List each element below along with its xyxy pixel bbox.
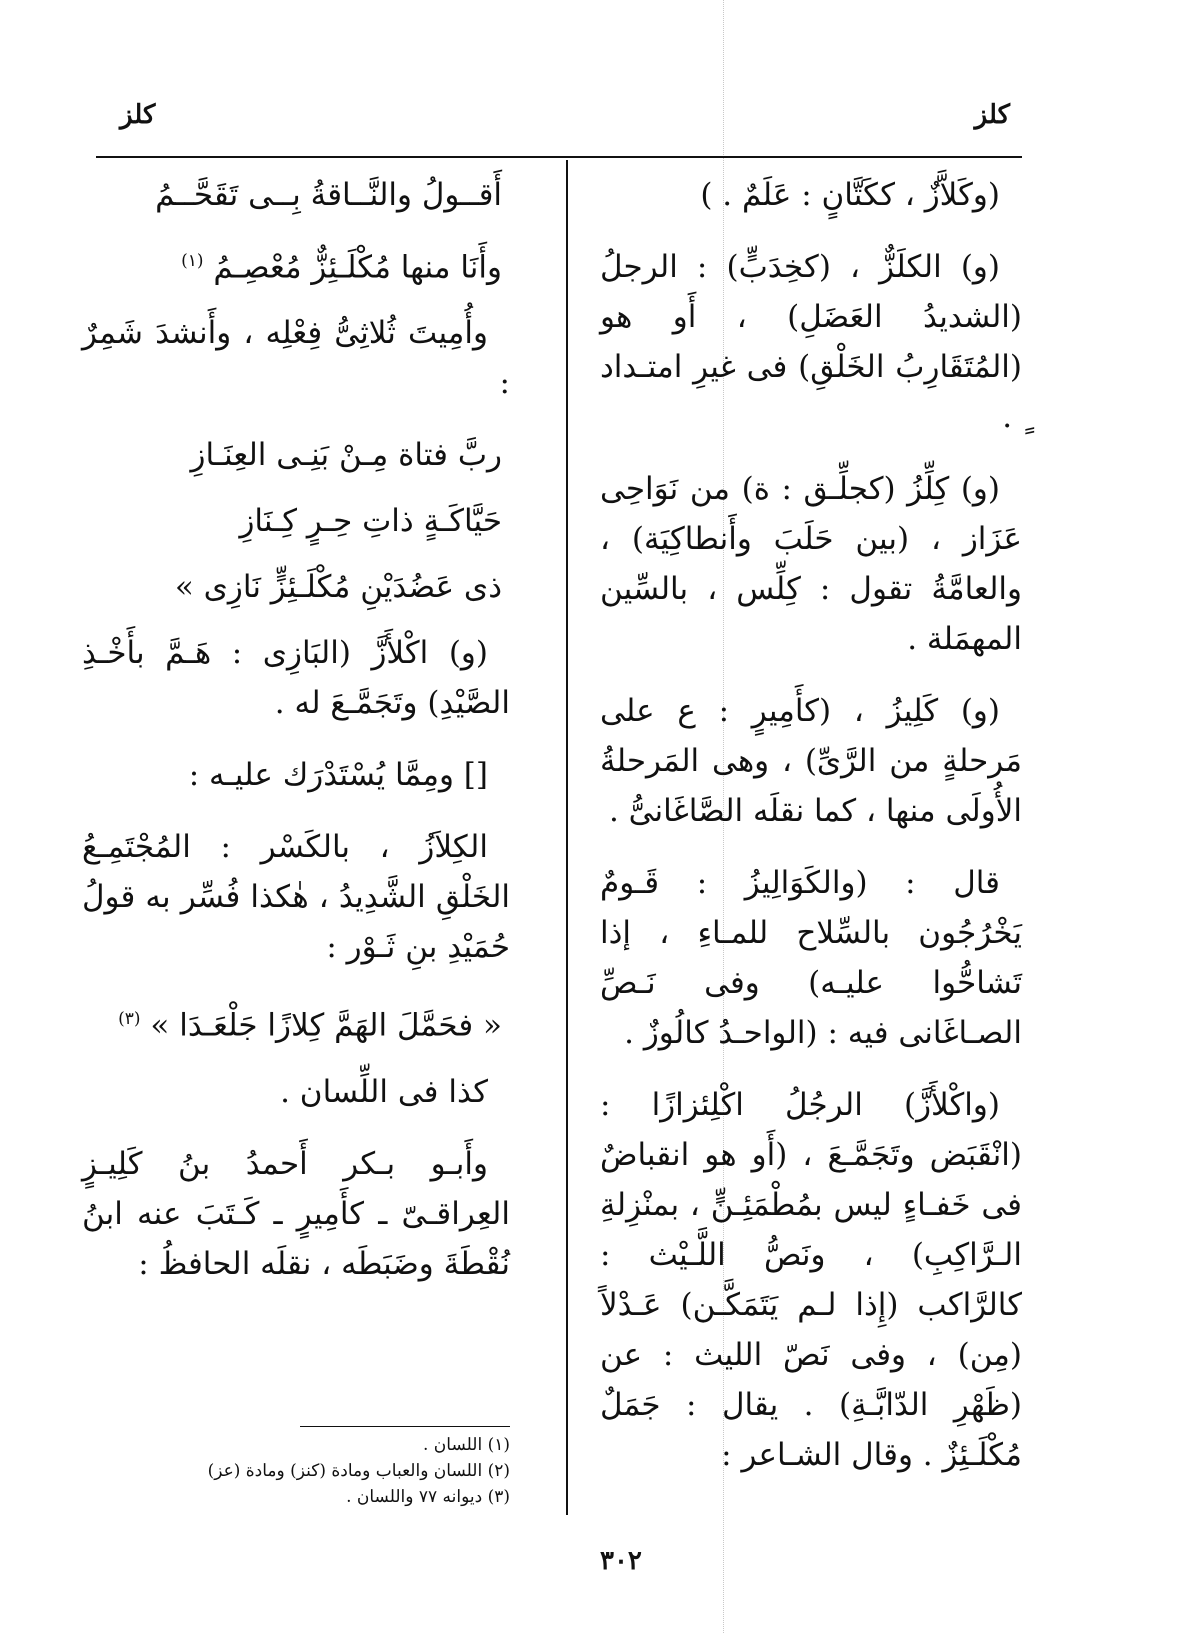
- entry-paragraph: (و) كِلِّزُ (كجلِّـق : ة) من نَوَاحِى عَزَاز ، (بين حَلَبَ وأَنطاكِيَة) ، والعامَّةُ تقول : كِلِّس ، بالسِّين المهمَلة .: [600, 471, 1022, 657]
- right-column: [600, 170, 1022, 1502]
- page-number: ٣٠٢: [600, 1546, 642, 1576]
- entry-paragraph: (و) كَلِيزُ ، (كأَمِيرٍ : ع على مَرحلةٍ من الرَّىِّ) ، وهى المَرحلةُ الأُولَى منها ، كما نقلَه الصَّاغَانىُّ .: [600, 693, 1022, 829]
- footnote-rule: [300, 1426, 510, 1427]
- verse-line: حَيَّاكَـةٍ ذاتِ حِـرٍ كِـنَازِ: [239, 503, 502, 540]
- entry-paragraph: (وكَلاَّزٌ ، ككَتَّانٍ : عَلَمٌ . ): [700, 177, 1000, 213]
- entry-paragraph: (و) اكْلأَزَّ (البَازِى : هَـمَّ بأَخْـذِ الصَّيْدِ) وتَجَمَّـعَ له .: [82, 635, 510, 722]
- entry-paragraph: الكِلاَزُ ، بالكَسْر : المُجْتَمِـعُ الخَلْقِ الشَّدِيدُ ، هٰكذا فُسِّر به قولُ حُمَيْدِ بنِ ثَـوْر :: [82, 829, 510, 966]
- header-rule: [96, 156, 1022, 158]
- verse-line: أَقــولُ والنَّــاقةُ بِــى تَقَحَّــمُ: [155, 177, 502, 213]
- entry-paragraph: كذا فى اللِّسان .: [280, 1073, 488, 1110]
- entry-paragraph: (واكْلأَزَّ) الرجُلُ اكْلِئزازًا : (انْقَبَض وتَجَمَّـعَ ، (أَو هو انقباضٌ فى خَفـاءٍ ليس بمُطْمَئِـنٍّ ، بمنْزِلةِ الـرَّاكِبِ) ، ونَصُّ اللَّـيْث : كالرَّاكب (إِذا لـم يَتَمَكَّـن) عَـدْلاً (مِن) ، وفى نَصّ الليث : عن (ظَهْرِ الدّابَّـةِ) . يقال : جَمَلٌ مُكْلَـئِزٌ . وقال الشـاعر :: [600, 1087, 1022, 1473]
- entry-paragraph: وأُمِيتَ ثُلاثِىُّ فِعْلِه ، وأَنشدَ شَمِرٌ :: [82, 315, 510, 402]
- running-head-right: كلز: [974, 100, 1010, 130]
- left-column: [82, 170, 510, 1311]
- footnotes: [150, 1432, 510, 1510]
- column-divider: [566, 160, 568, 1515]
- footnote-ref: (٣): [118, 1009, 141, 1030]
- verse-line: [82, 236, 510, 292]
- verse-line: [82, 994, 510, 1050]
- entry-paragraph: (و) الكلَزٌّ ، (كخِدَبٍّ) : الرجلُ (الشديدُ العَضَلِ) ، أَو هو (المُتَقَارِبُ الخَلْقِ) فى غيرِ امتـداد ٍ .: [600, 249, 1022, 435]
- entry-paragraph: وأَبـو بـكر أَحمدُ بنُ كَلِيـزٍ العِراقـىّ ـ كأَمِيرٍ ـ كَـتَبَ عنه ابنُ نُقْطَةَ وضَبَطَه ، نقلَه الحافظُ :: [82, 1145, 510, 1282]
- footnote: (١) اللسان .: [423, 1435, 510, 1455]
- footnote-ref: (١): [181, 251, 204, 271]
- entry-paragraph: قال : (والكَوَالِيزُ : قَـومٌ يَخْرُجُون بالسِّلاح للمـاءِ ، إذا تَشاحُّوا عليـه) وفى نَـصِّ الصـاغَانى فيه : (الواحـدُ كالُوزٌ .: [600, 865, 1022, 1051]
- verse-line: ربَّ فتاة مِـنْ بَنِـى العِنَـازِ: [190, 437, 502, 474]
- footnote: (٣) ديوانه ٧٧ واللسان .: [346, 1487, 510, 1507]
- verse-text: وأَنَا منها مُكْلَـئِزٌّ مُعْصِـمُ: [213, 249, 502, 286]
- entry-paragraph: [] ومِمَّا يُسْتَدْرَك عليـه :: [188, 757, 488, 794]
- running-head-left: كلز: [120, 100, 156, 130]
- footnote: (٢) اللسان والعباب ومادة (كنز) ومادة (عز): [207, 1461, 510, 1481]
- verse-text: « فحَمَّلَ الهَمَّ كِلازًا جَلْعَـدَا »: [150, 1007, 502, 1044]
- verse-line: ذى عَضُدَيْنِ مُكْلَـئِزٍّ نَازِى »: [174, 569, 502, 606]
